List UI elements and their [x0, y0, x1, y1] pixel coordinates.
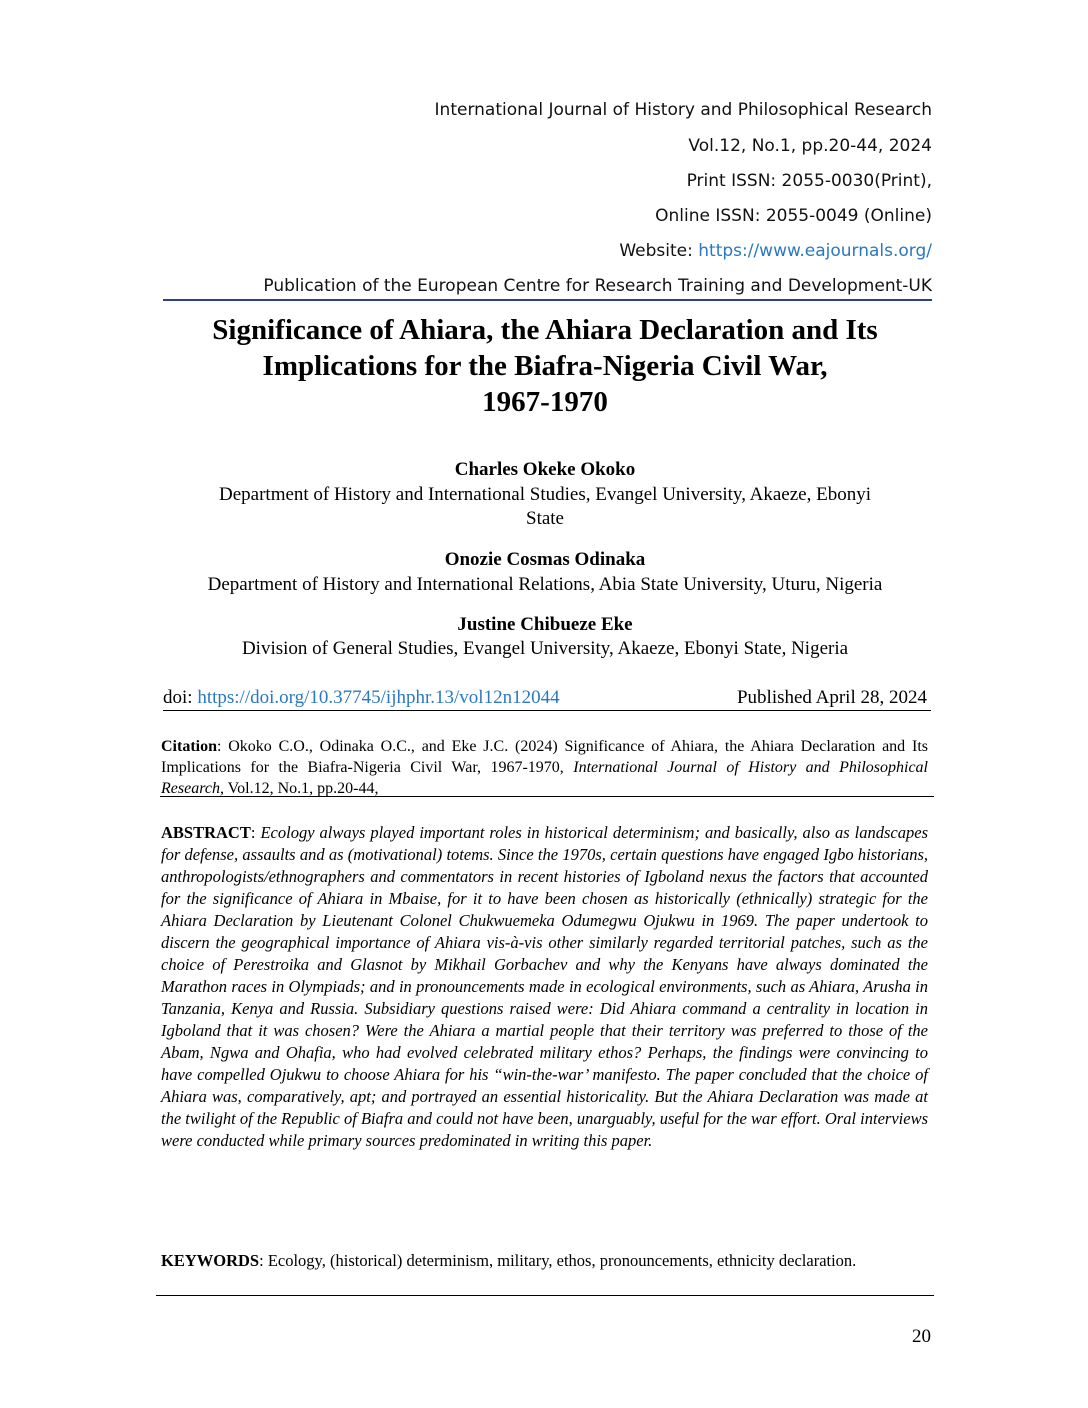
website-label: Website: — [619, 241, 699, 261]
citation-tail: , Vol.12, No.1, pp.20-44, — [219, 780, 379, 797]
title-line-1: Significance of Ahiara, the Ahiara Declaration and Its — [212, 314, 878, 346]
title-line-3: 1967-1970 — [482, 386, 608, 418]
doi-row — [163, 686, 931, 711]
citation-divider — [160, 796, 934, 797]
journal-name: International Journal of History and Philosophical Research — [434, 100, 932, 120]
website-link[interactable]: https://www.eajournals.org/ — [698, 241, 932, 261]
author-affiliation-1-line-1: Department of History and International Studies, Evangel University, Akaeze, Ebonyi — [219, 484, 871, 505]
publisher-line: Publication of the European Centre for Research Training and Development-UK — [263, 276, 932, 296]
print-issn: Print ISSN: 2055-0030(Print), — [686, 171, 932, 191]
keywords-divider — [156, 1295, 934, 1296]
citation-label: Citation — [161, 738, 217, 755]
doi-label: doi: — [163, 687, 198, 708]
author-affiliation-1-line-2: State — [526, 508, 564, 529]
header-divider — [163, 299, 932, 301]
citation-journal: International Journal of History and Philosophical Research — [161, 759, 928, 797]
keywords — [161, 1250, 928, 1272]
doi-link[interactable]: https://doi.org/10.37745/ijhphr.13/vol12n12044 — [197, 687, 560, 708]
page-number: 20 — [912, 1326, 931, 1347]
author-name-1: Charles Okeke Okoko — [454, 459, 636, 480]
author-name-3: Justine Chibueze Eke — [457, 614, 633, 635]
abstract-label: ABSTRACT — [161, 823, 251, 842]
citation — [161, 736, 928, 799]
abstract: ABSTRACT: Ecology always played important roles in historical determinism; and basically, also as landscapes for defense, assaults and as (motivational) totems. Since the 1970s, certain questions have engaged Igbo historians, anthropologists/ethnographers and commentators in recent histories of Igboland nexus the factors that accounted for the significance of Ahiara in Mbaise, for it to have been chosen as historically (ethnically) strategic for the Ahiara Declaration by Lieutenant Colonel Chukwuemeka Odumegwu Ojukwu in 1969. The paper undertook to discern the geographical importance of Ahiara vis-à-vis other similarly regarded territorial patches, such as the choice of Perestroika and Glasnot by Mikhail Gorbachev and why the Kenyans have always dominated the Marathon races in Olympiads; and in pronouncements made in ecological environments, such as Ahiara, Arusha in Tanzania, Kenya and Russia. Subsidiary questions raised were: Did Ahiara command a centrality in location in Igboland that it was chosen? Were the Ahiara a martial people that their territory was preferred to those of the Abam, Ngwa and Ohafia, who had evolved celebrated military ethos? Perhaps, the findings were convincing to have compelled Ojukwu to choose Ahiara for his “win-the-war’ manifesto. The paper concluded that the choice of Ahiara was, comparatively, apt; and portrayed an essential historicality. But the Ahiara Declaration was made at the twilight of the Republic of Biafra and could not have been, unarguably, useful for the war effort. Oral interviews were conducted while primary sources predominated in writing this paper. — [161, 823, 928, 1150]
author-name-2: Onozie Cosmas Odinaka — [444, 549, 646, 570]
abstract-text: Ecology always played important roles in historical determinism; and basically, also as landscapes for defense, assaults and as (motivational) totems. Since the 1970s, certain questions have engaged Igbo historians, anthropologists/ethnographers and commentators in recent histories of Igboland nexus the factors that accounted for the significance of Ahiara in Mbaise, for it to have been chosen as historically (ethnically) strategic for the Ahiara Declaration by Lieutenant Colonel Chukwuemeka Odumegwu Ojukwu in 1969. The paper undertook to discern the geographical importance of Ahiara vis-à-vis other similarly regarded territorial patches, such as the choice of Perestroika and Glasnot by Mikhail Gorbachev and why the Kenyans have always dominated the Marathon races in Olympiads; and in pronouncements made in ecological environments, such as Ahiara, Arusha in Tanzania, Kenya and Russia. Subsidiary questions raised were: Did Ahiara command a centrality in location in Igboland that it was chosen? Were the Ahiara a martial people that their territory was preferred to those of the Abam, Ngwa and Ohafia, who had evolved celebrated military ethos? Perhaps, the findings were convincing to have compelled Ojukwu to choose Ahiara for his “win-the-war’ manifesto. The paper concluded that the choice of Ahiara was, comparatively, apt; and portrayed an essential historicality. But the Ahiara Declaration was made at the twilight of the Republic of Biafra and could not have been, unarguably, useful for the war effort. Oral interviews were conducted while primary sources predominated in writing this paper. — [161, 823, 928, 1150]
keywords-label: KEYWORDS — [161, 1251, 260, 1270]
title-line-2: Implications for the Biafra-Nigeria Civil War, — [262, 350, 828, 382]
author-affiliation-3: Division of General Studies, Evangel University, Akaeze, Ebonyi State, Nigeria — [241, 638, 849, 659]
online-issn: Online ISSN: 2055-0049 (Online) — [655, 206, 932, 226]
published-date: Published April 28, 2024 — [736, 687, 927, 708]
author-affiliation-1 — [150, 483, 940, 531]
citation-text: : Okoko C.O., Odinaka O.C., and Eke J.C. (2024) Significance of Ahiara, the Ahiara Declaration and Its Implications for the Biafra-Nigeria Civil War, 1967-1970, — [161, 738, 928, 776]
keywords-text: : Ecology, (historical) determinism, military, ethos, pronouncements, ethnicity declaration. — [259, 1251, 857, 1270]
doi — [163, 686, 560, 710]
author-affiliation-2: Department of History and International Relations, Abia State University, Uturu, Nigeria — [207, 574, 883, 595]
volume-info: Vol.12, No.1, pp.20-44, 2024 — [688, 136, 932, 156]
website-line — [172, 241, 932, 261]
paper-title — [150, 312, 940, 420]
